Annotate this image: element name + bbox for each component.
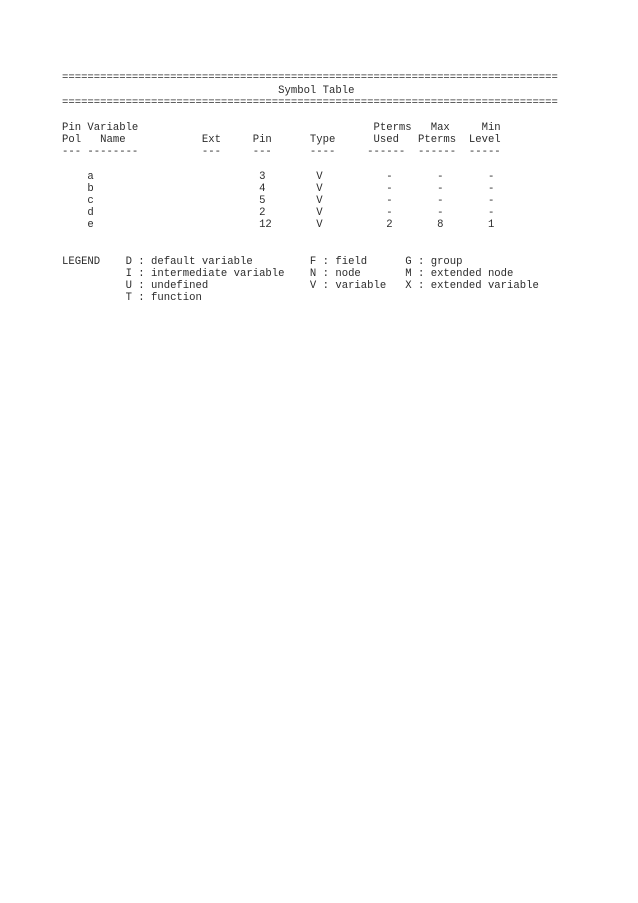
legend-line: U : undefined V : variable X : extended variable <box>62 280 539 292</box>
table-row: b 4 V - - - <box>62 183 495 195</box>
page-title: Symbol Table <box>62 85 355 97</box>
column-header-row-2: Pol Name Ext Pin Type Used Pterms Level <box>62 134 501 146</box>
table-row: d 2 V - - - <box>62 207 495 219</box>
legend-line: LEGEND D : default variable F : field G : group <box>62 256 463 268</box>
header-rule-bottom: ============================================================================== <box>62 97 558 109</box>
column-header-row-1: Pin Variable Pterms Max Min <box>62 122 501 134</box>
column-header-underline: --- -------- --- --- ---- ------ ------ ----- <box>62 146 501 158</box>
table-row: e 12 V 2 8 1 <box>62 219 495 231</box>
table-row: c 5 V - - - <box>62 195 495 207</box>
header-rule-top: ============================================================================== <box>62 72 558 84</box>
legend-line: T : function <box>62 292 202 304</box>
table-row: a 3 V - - - <box>62 171 495 183</box>
legend-line: I : intermediate variable N : node M : extended node <box>62 268 514 280</box>
